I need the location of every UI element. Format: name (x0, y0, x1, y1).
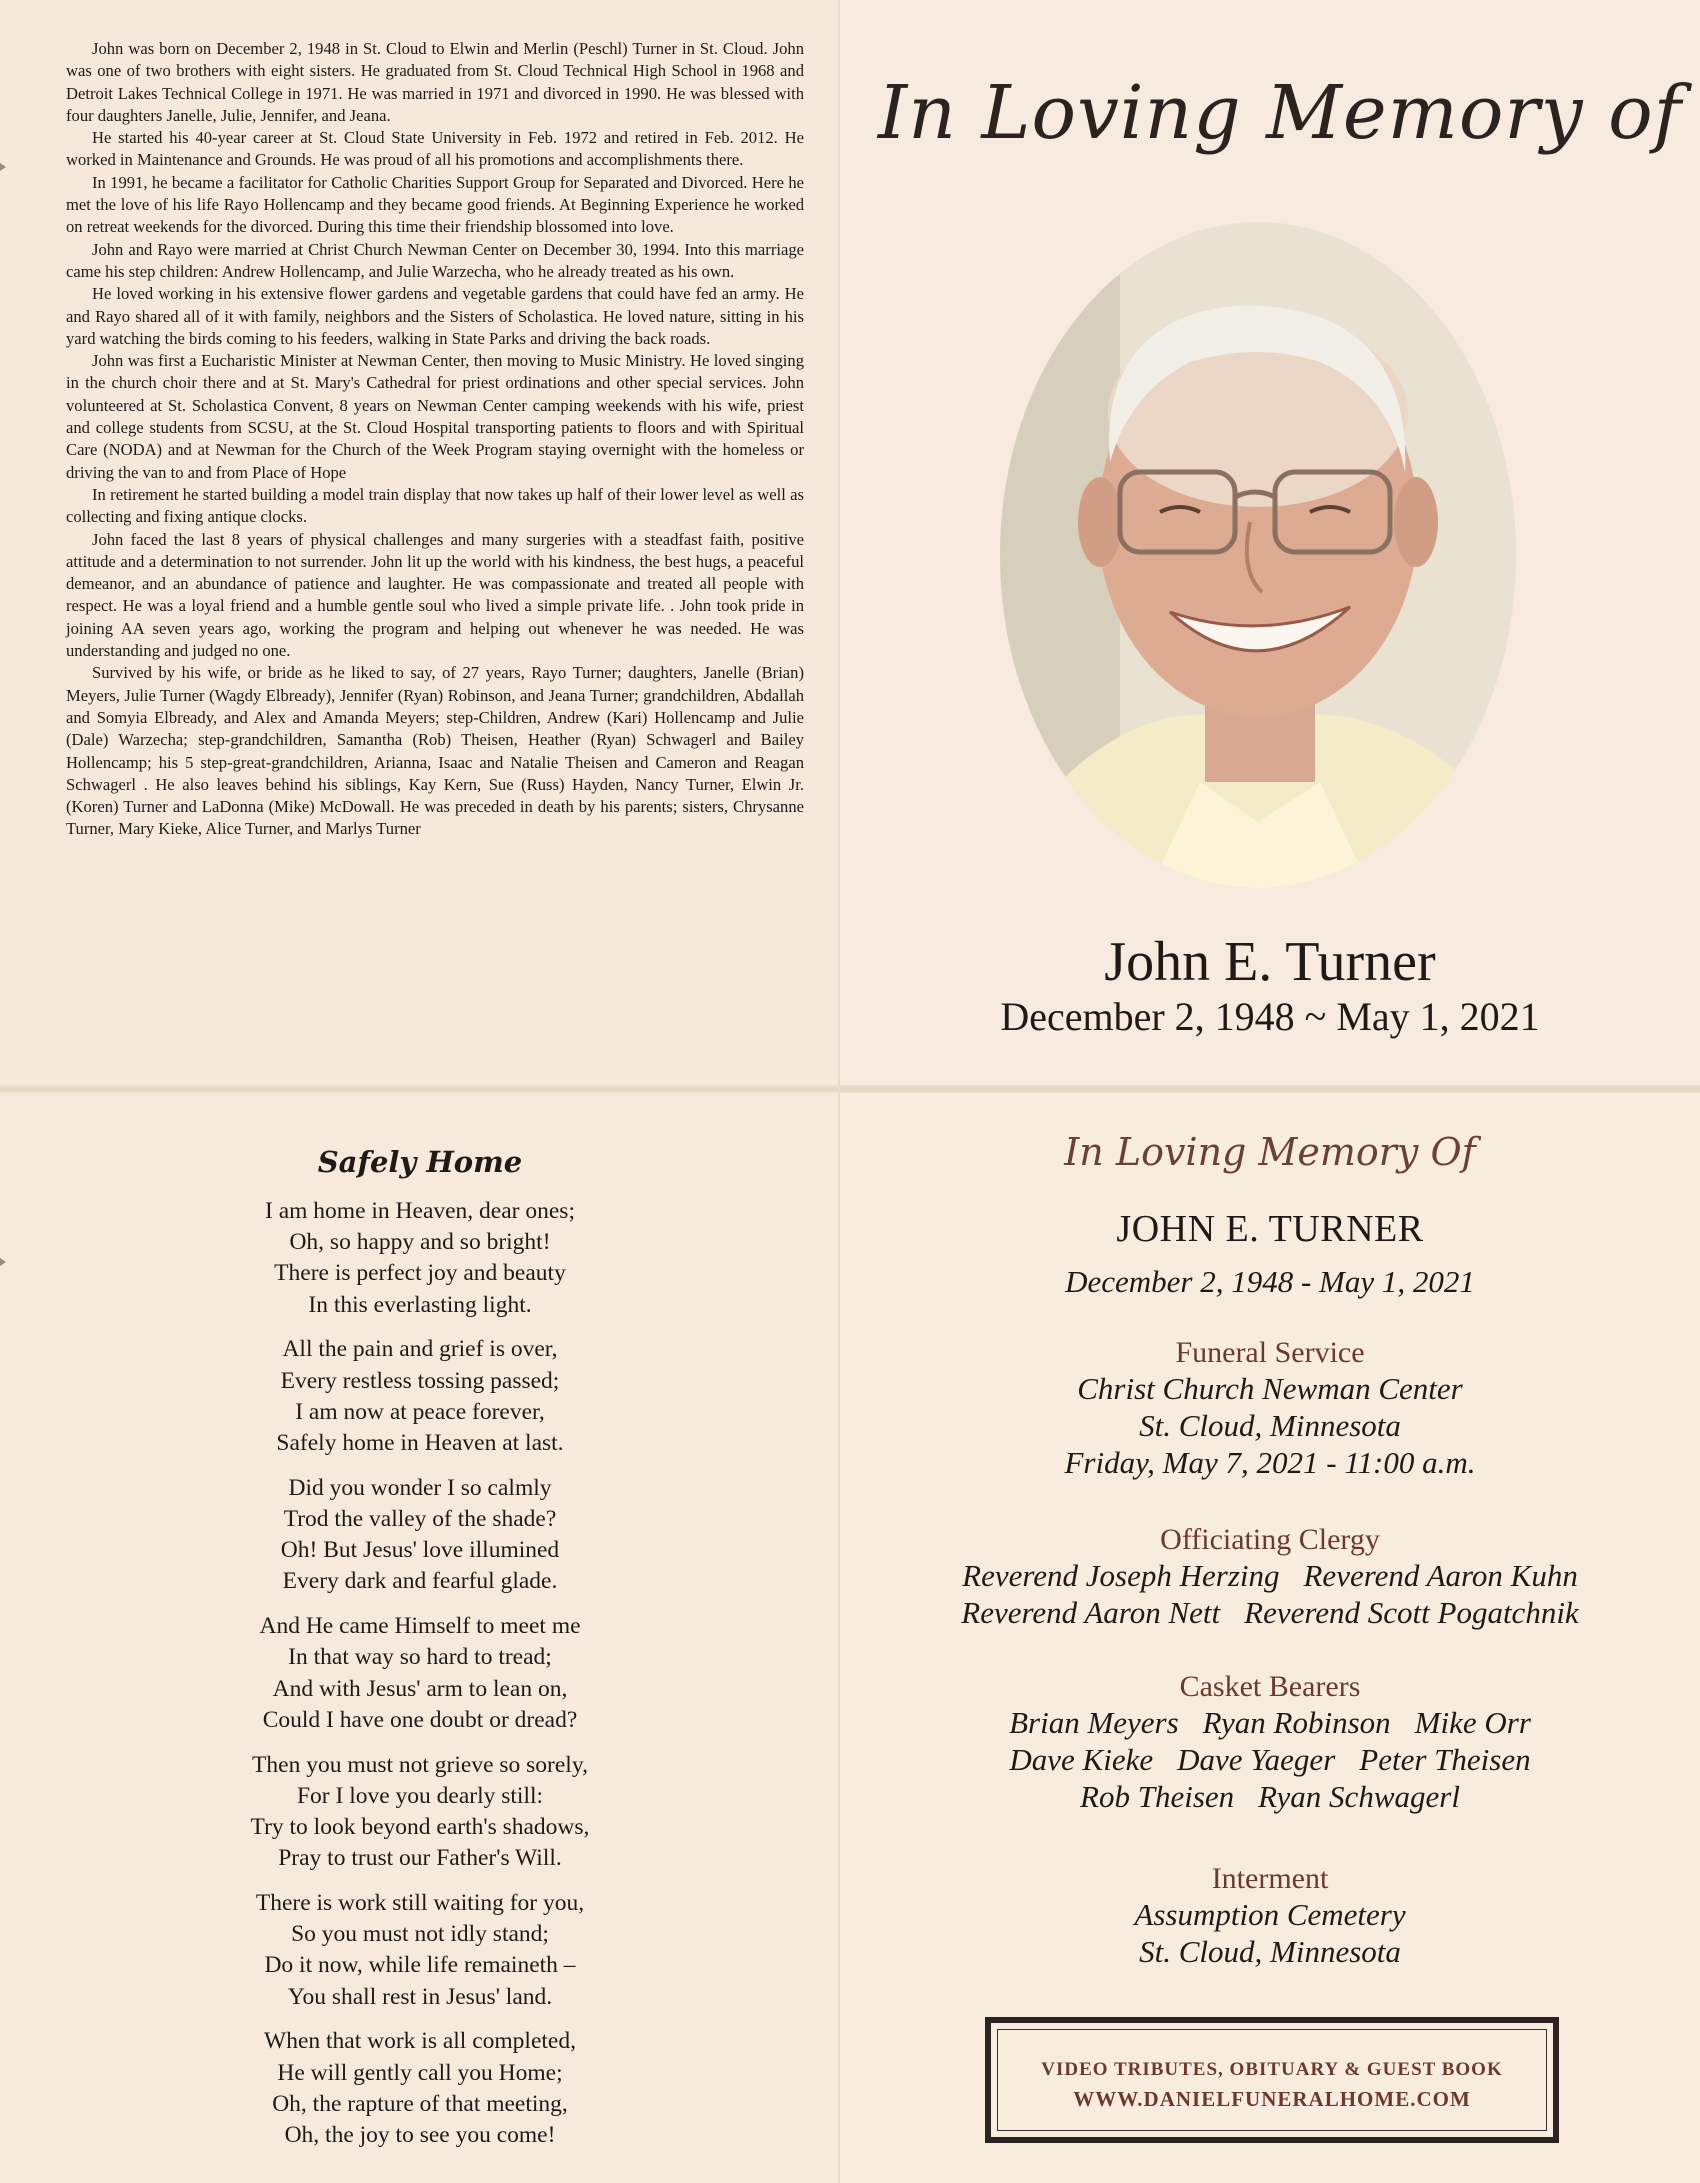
clergy-name: Reverend Scott Pogatchnik (1244, 1595, 1579, 1630)
poem-line: I am home in Heaven, dear ones; (265, 1198, 575, 1224)
bearers-row (840, 1704, 1700, 1741)
poem-stanza (0, 1888, 840, 2013)
bearer-name: Ryan Robinson (1202, 1705, 1391, 1740)
bearer-name: Dave Yaeger (1177, 1742, 1336, 1777)
portrait-illustration (1000, 222, 1516, 888)
poem-line: Pray to trust our Father's Will. (278, 1845, 562, 1872)
service-script-title: In Loving Memory Of (1064, 1130, 1476, 1174)
obituary-paragraph: In 1991, he became a facilitator for Catholic Charities Support Group for Separated and Divorced. Here he met the love of his life Rayo Hollencamp and they became good friends. At Beginning Experience he worked on retreat weekends for the divorced. During this time their friendship blossomed into love. (66, 172, 804, 237)
poem-line: When that work is all completed, (264, 2028, 576, 2055)
obituary-paragraph: Survived by his wife, or bride as he liked to say, of 27 years, Rayo Turner; daughters, Janelle (Brian) Meyers, Julie Turner (Wagdy Elbready), Jennifer (Ryan) Robinson, and Jeana Turner; grandchildren, Abdallah and Somyia Elbready, and Alex and Amanda Meyers; step-Children, Andrew (Kari) Hollencamp and Julie (Dale) Warzecha; step-grandchildren, Samantha (Rob) Theisen, Heather (Ryan) Schwagerl and Bailey Hollencamp; his 5 step-great-grandchildren, Arianna, Isaac and Natalie Theisen and Cameron and Reagan Schwagerl . He also leaves behind his siblings, Kay Kern, Sue (Russ) Hayden, Nancy Turner, Elwin Jr. (Koren) Turner and LaDonna (Mike) McDowall. He was preceded in death by his parents; sisters, Chrysanne Turner, Mary Kieke, Alice Turner, and Marlys Turner (66, 663, 804, 839)
poem-line: Safely home in Heaven at last. (276, 1430, 564, 1457)
obituary-paragraph: He started his 40-year career at St. Cloud State University in Feb. 1972 and retired in Feb. 2012. He worked in Maintenance and Grounds. He was proud of all his promotions and accomplishments there. (66, 128, 804, 170)
poem-line: Oh, so happy and so bright! (289, 1229, 551, 1256)
clergy-name: Reverend Aaron Kuhn (1303, 1558, 1578, 1593)
horizontal-fold (0, 1085, 1700, 1093)
funeral-location: Christ Church Newman Center (1077, 1371, 1463, 1406)
bearers-row (840, 1778, 1700, 1815)
poem-line: Then you must not grieve so sorely, (252, 1751, 588, 1778)
poem-line: Try to look beyond earth's shadows, (250, 1814, 590, 1841)
poem-line: You shall rest in Jesus' land. (287, 1983, 553, 2010)
poem-stanza (0, 1334, 840, 1459)
clergy-name: Reverend Joseph Herzing (962, 1558, 1280, 1593)
interment-cemetery: Assumption Cemetery (1134, 1897, 1406, 1932)
poem-line: Every dark and fearful glade. (282, 1568, 558, 1595)
poem-line: Oh, the rapture of that meeting, (272, 2090, 568, 2117)
poem-line: Do it now, while life remaineth – (264, 1952, 576, 1979)
poem-line: And He came Himself to meet me (259, 1613, 581, 1640)
poem-line: I am now at peace forever, (295, 1398, 545, 1425)
bearer-name: Peter Theisen (1359, 1742, 1531, 1777)
poem-line: And with Jesus' arm to lean on, (272, 1675, 568, 1702)
poem-body (0, 1196, 840, 2165)
poem-line: Oh, the joy to see you come! (284, 2122, 556, 2149)
edge-mark (0, 163, 6, 171)
funeral-service-heading: Funeral Service (1175, 1336, 1365, 1369)
interment-heading: Interment (1211, 1862, 1329, 1895)
bearer-name: Mike Orr (1414, 1705, 1531, 1740)
poem-line: For I love you dearly still: (296, 1782, 544, 1809)
poem-line: Oh! But Jesus' love illumined (280, 1537, 560, 1564)
poem-line: There is perfect joy and beauty (274, 1260, 566, 1287)
funeral-datetime: Friday, May 7, 2021 - 11:00 a.m. (1064, 1445, 1476, 1480)
poem-stanza (0, 1196, 840, 1321)
bearer-name: Rob Theisen (1080, 1779, 1235, 1814)
cover-dates: December 2, 1948 ~ May 1, 2021 (1000, 994, 1540, 1039)
bearer-name: Dave Kieke (1009, 1742, 1154, 1777)
clergy-section (840, 1523, 1700, 1631)
poem-title: Safely Home (317, 1145, 523, 1179)
clergy-heading: Officiating Clergy (1160, 1523, 1380, 1556)
poem-line: There is work still waiting for you, (255, 1890, 585, 1917)
cover-name: John E. Turner (1104, 931, 1436, 993)
obituary-paragraph: John was born on December 2, 1948 in St. Cloud to Elwin and Merlin (Peschl) Turner in St. Cloud. John was one of two brothers with eight sisters. He graduated from St. Cloud Technical High School in 1968 and Detroit Lakes Technical College in 1971. He was married in 1971 and divorced in 1990. He was blessed with four daughters Janelle, Julie, Jennifer, and Jeana. (66, 39, 804, 125)
funeral-city: St. Cloud, Minnesota (1139, 1408, 1401, 1443)
funeral-service-section (840, 1336, 1700, 1481)
clergy-name: Reverend Aaron Nett (961, 1595, 1221, 1630)
bearer-name: Ryan Schwagerl (1258, 1779, 1460, 1814)
service-name: JOHN E. TURNER (1116, 1208, 1424, 1250)
poem-line: Did you wonder I so calmly (288, 1474, 552, 1501)
poem-line: Every restless tossing passed; (280, 1367, 560, 1394)
poem-stanza (0, 1611, 840, 1736)
poem-line: So you must not idly stand; (291, 1921, 549, 1948)
website-box (985, 2017, 1559, 2143)
obituary-paragraph: He loved working in his extensive flower gardens and vegetable gardens that could have fed an army. He and Rayo shared all of it with family, neighbors and the Sisters of Scholastica. He loved nature, sitting in his yard watching the birds coming to his feeders, walking in State Parks and driving the back roads. (66, 284, 804, 348)
website-url[interactable]: WWW.DANIELFUNERALHOME.COM (1073, 2087, 1471, 2111)
interment-city: St. Cloud, Minnesota (1139, 1934, 1401, 1969)
poem-line: Trod the valley of the shade? (283, 1506, 557, 1533)
service-dates: December 2, 1948 - May 1, 2021 (1065, 1264, 1475, 1299)
poem-line: Could I have one doubt or dread? (262, 1706, 578, 1733)
poem-line: All the pain and grief is over, (282, 1336, 558, 1363)
poem-line: In that way so hard to tread; (288, 1644, 552, 1671)
obituary-paragraph: John was first a Eucharistic Minister at Newman Center, then moving to Music Ministry. He loved singing in the church choir there and at St. Mary's Cathedral for priest ordinations and other special services. John volunteered at St. Scholastica Convent, 8 years on Newman Center camping weekends with his wife, priest and college students from SCSU, at the St. Cloud Hospital transporting patients to floors and with Spiritual Care (NODA) and at Newman for the Church of the Week Program staying overnight with the homeless or driving the van to and from Place of Hope (66, 351, 804, 482)
obituary-paragraph: In retirement he started building a model train display that now takes up half of their lower level as well as collecting and fixing antique clocks. (66, 484, 804, 527)
bearers-section (840, 1670, 1700, 1815)
obituary-paragraph: John and Rayo were married at Christ Church Newman Center on December 30, 1994. Into this marriage came his step children: Andrew Hollencamp, and Julie Warzecha, who he already treated as his own. (66, 239, 804, 281)
bearers-heading: Casket Bearers (1179, 1670, 1361, 1703)
clergy-row (840, 1594, 1700, 1631)
interment-section (840, 1862, 1700, 1970)
clergy-row (840, 1557, 1700, 1594)
bearer-name: Brian Meyers (1009, 1705, 1179, 1740)
poem-stanza (0, 1750, 840, 1875)
poem-stanza (0, 1473, 840, 1598)
poem-line: He will gently call you Home; (277, 2059, 563, 2086)
portrait-photo (1000, 222, 1516, 888)
poem-line: In this everlasting light. (308, 1291, 532, 1318)
bearers-row (840, 1741, 1700, 1778)
website-caption: VIDEO TRIBUTES, OBITUARY & GUEST BOOK (1041, 2059, 1503, 2080)
cover-script-title: In Loving Memory of (877, 70, 1683, 156)
obituary-text (66, 38, 804, 841)
obituary-paragraph: John faced the last 8 years of physical challenges and many surgeries with a steadfast faith, positive attitude and a determination to not surrender. John lit up the world with his kindness, the best hugs, a peaceful demeanor, and an abundance of patience and laughter. He was compassionate and treated all people with respect. He was a loyal friend and a humble gentle soul who lived a simple private life. . John took pride in joining AA seven years ago, working the program and helping out whenever he was needed. He was understanding and judged no one. (66, 529, 804, 661)
poem-stanza (0, 2026, 840, 2151)
